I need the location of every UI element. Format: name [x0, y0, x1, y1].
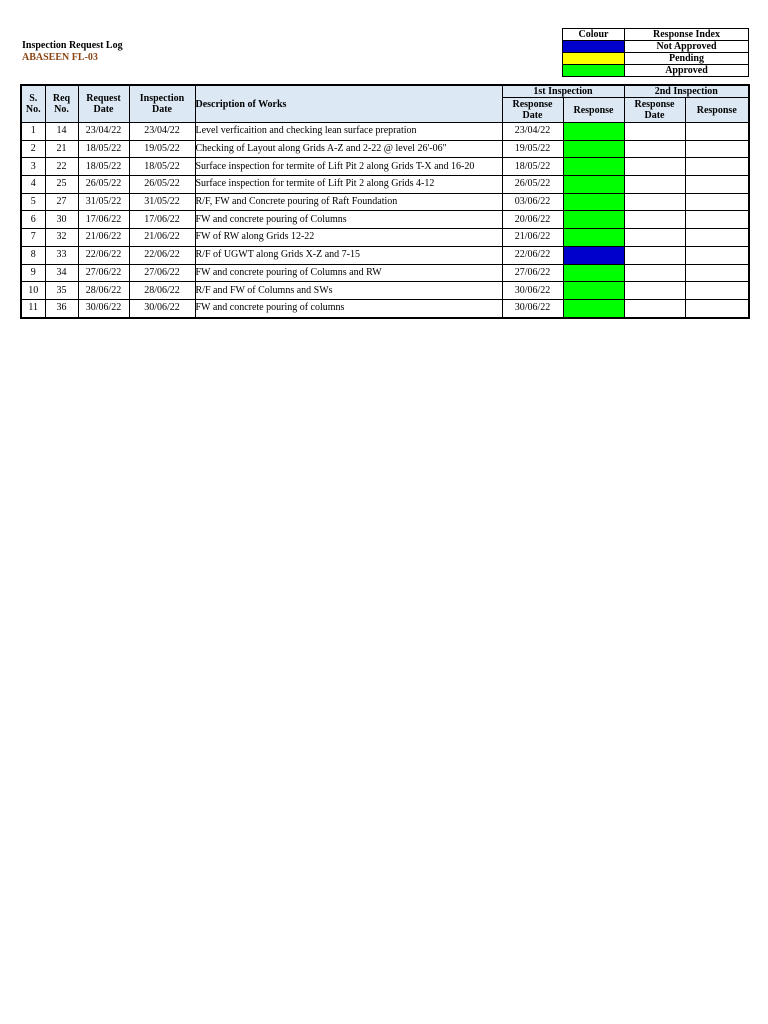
col-first-response: Response [563, 98, 624, 123]
cell-second-response-status [685, 282, 749, 300]
cell-sno: 11 [21, 299, 45, 317]
cell-req-no: 27 [45, 193, 78, 211]
cell-description: R/F of UGWT along Grids X-Z and 7-15 [195, 246, 502, 264]
cell-second-response-date [624, 193, 685, 211]
cell-description: FW and concrete pouring of columns [195, 299, 502, 317]
cell-req-no: 14 [45, 123, 78, 141]
inspection-log-table [20, 84, 750, 319]
cell-first-response-date: 27/06/22 [502, 264, 563, 282]
cell-first-response-status [563, 299, 624, 317]
response-legend [562, 28, 749, 77]
cell-first-response-date: 18/05/22 [502, 158, 563, 176]
cell-request-date: 21/06/22 [78, 229, 129, 247]
cell-first-response-status [563, 211, 624, 229]
cell-sno: 6 [21, 211, 45, 229]
cell-first-response-status [563, 176, 624, 194]
table-row [21, 140, 749, 158]
cell-req-no: 33 [45, 246, 78, 264]
cell-inspection-date: 27/06/22 [129, 264, 195, 282]
cell-first-response-status [563, 193, 624, 211]
cell-sno: 9 [21, 264, 45, 282]
cell-sno: 7 [21, 229, 45, 247]
cell-first-response-date: 23/04/22 [502, 123, 563, 141]
cell-inspection-date: 26/05/22 [129, 176, 195, 194]
legend-row [563, 41, 749, 53]
cell-second-response-date [624, 211, 685, 229]
cell-request-date: 30/06/22 [78, 299, 129, 317]
project-name: ABASEEN FL-03 [22, 52, 98, 63]
cell-first-response-status [563, 140, 624, 158]
cell-request-date: 26/05/22 [78, 176, 129, 194]
cell-second-response-date [624, 282, 685, 300]
cell-inspection-date: 30/06/22 [129, 299, 195, 317]
col-first-inspection: 1st Inspection [502, 85, 624, 98]
log-title: Inspection Request Log [22, 40, 123, 51]
cell-first-response-status [563, 229, 624, 247]
cell-first-response-date: 19/05/22 [502, 140, 563, 158]
cell-first-response-status [563, 158, 624, 176]
cell-second-response-status [685, 299, 749, 317]
cell-request-date: 27/06/22 [78, 264, 129, 282]
cell-description: FW and concrete pouring of Columns [195, 211, 502, 229]
cell-second-response-status [685, 229, 749, 247]
cell-first-response-date: 26/05/22 [502, 176, 563, 194]
legend-label: Not Approved [625, 41, 749, 53]
cell-inspection-date: 23/04/22 [129, 123, 195, 141]
cell-request-date: 22/06/22 [78, 246, 129, 264]
cell-second-response-date [624, 246, 685, 264]
cell-req-no: 30 [45, 211, 78, 229]
cell-request-date: 28/06/22 [78, 282, 129, 300]
cell-request-date: 18/05/22 [78, 140, 129, 158]
cell-second-response-status [685, 176, 749, 194]
legend-index-header: Response Index [625, 29, 749, 41]
legend-swatch [563, 65, 625, 77]
table-row [21, 158, 749, 176]
table-row [21, 264, 749, 282]
table-row [21, 282, 749, 300]
cell-inspection-date: 18/05/22 [129, 158, 195, 176]
cell-second-response-status [685, 158, 749, 176]
cell-second-response-status [685, 211, 749, 229]
cell-first-response-status [563, 282, 624, 300]
cell-inspection-date: 21/06/22 [129, 229, 195, 247]
cell-description: R/F and FW of Columns and SWs [195, 282, 502, 300]
cell-description: FW and concrete pouring of Columns and RW [195, 264, 502, 282]
cell-first-response-date: 03/06/22 [502, 193, 563, 211]
table-row [21, 193, 749, 211]
cell-second-response-date [624, 158, 685, 176]
cell-request-date: 31/05/22 [78, 193, 129, 211]
cell-inspection-date: 17/06/22 [129, 211, 195, 229]
cell-first-response-status [563, 246, 624, 264]
legend-row [563, 53, 749, 65]
cell-second-response-status [685, 140, 749, 158]
cell-req-no: 35 [45, 282, 78, 300]
cell-req-no: 34 [45, 264, 78, 282]
legend-row [563, 65, 749, 77]
col-description: Description of Works [195, 85, 502, 123]
cell-req-no: 32 [45, 229, 78, 247]
cell-first-response-status [563, 264, 624, 282]
legend-swatch [563, 53, 625, 65]
col-second-inspection: 2nd Inspection [624, 85, 749, 98]
cell-req-no: 36 [45, 299, 78, 317]
cell-sno: 2 [21, 140, 45, 158]
cell-sno: 4 [21, 176, 45, 194]
cell-inspection-date: 19/05/22 [129, 140, 195, 158]
cell-sno: 5 [21, 193, 45, 211]
cell-second-response-status [685, 123, 749, 141]
col-inspection-date: Inspection Date [129, 85, 195, 123]
cell-second-response-status [685, 264, 749, 282]
table-row [21, 211, 749, 229]
cell-request-date: 17/06/22 [78, 211, 129, 229]
cell-second-response-date [624, 140, 685, 158]
cell-description: Level verficaition and checking lean surface prepration [195, 123, 502, 141]
cell-second-response-status [685, 246, 749, 264]
cell-req-no: 21 [45, 140, 78, 158]
cell-second-response-status [685, 193, 749, 211]
col-request-date: Request Date [78, 85, 129, 123]
cell-first-response-status [563, 123, 624, 141]
table-row [21, 229, 749, 247]
cell-req-no: 25 [45, 176, 78, 194]
table-row [21, 246, 749, 264]
cell-sno: 8 [21, 246, 45, 264]
cell-first-response-date: 30/06/22 [502, 299, 563, 317]
cell-first-response-date: 22/06/22 [502, 246, 563, 264]
col-sno: S. No. [21, 85, 45, 123]
cell-request-date: 18/05/22 [78, 158, 129, 176]
legend-colour-header: Colour [563, 29, 625, 41]
col-first-response-date: Response Date [502, 98, 563, 123]
table-row [21, 299, 749, 317]
col-second-response-date: Response Date [624, 98, 685, 123]
cell-inspection-date: 22/06/22 [129, 246, 195, 264]
table-row [21, 123, 749, 141]
legend-label: Approved [625, 65, 749, 77]
cell-description: FW of RW along Grids 12-22 [195, 229, 502, 247]
cell-description: Surface inspection for termite of Lift Pit 2 along Grids 4-12 [195, 176, 502, 194]
col-second-response: Response [685, 98, 749, 123]
cell-second-response-date [624, 264, 685, 282]
legend-label: Pending [625, 53, 749, 65]
table-row [21, 176, 749, 194]
cell-inspection-date: 28/06/22 [129, 282, 195, 300]
col-req-no: Req No. [45, 85, 78, 123]
cell-description: Surface inspection for termite of Lift Pit 2 along Grids T-X and 16-20 [195, 158, 502, 176]
cell-sno: 10 [21, 282, 45, 300]
cell-description: R/F, FW and Concrete pouring of Raft Foundation [195, 193, 502, 211]
cell-second-response-date [624, 123, 685, 141]
cell-second-response-date [624, 176, 685, 194]
cell-first-response-date: 20/06/22 [502, 211, 563, 229]
cell-second-response-date [624, 299, 685, 317]
cell-first-response-date: 21/06/22 [502, 229, 563, 247]
cell-sno: 1 [21, 123, 45, 141]
cell-first-response-date: 30/06/22 [502, 282, 563, 300]
cell-description: Checking of Layout along Grids A-Z and 2-22 @ level 26'-06" [195, 140, 502, 158]
cell-req-no: 22 [45, 158, 78, 176]
cell-request-date: 23/04/22 [78, 123, 129, 141]
cell-second-response-date [624, 229, 685, 247]
cell-inspection-date: 31/05/22 [129, 193, 195, 211]
legend-swatch [563, 41, 625, 53]
cell-sno: 3 [21, 158, 45, 176]
